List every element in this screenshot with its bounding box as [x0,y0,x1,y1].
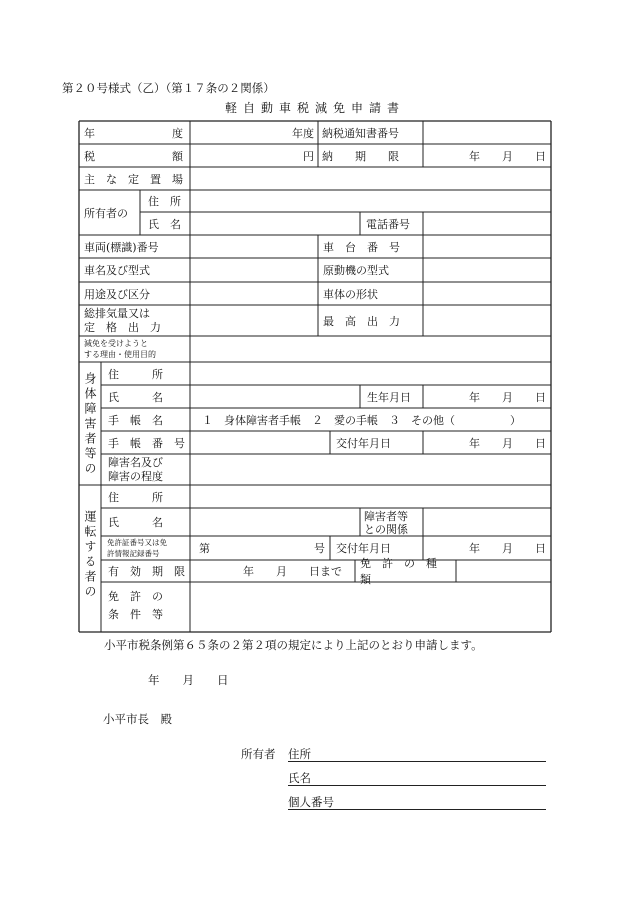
form-number: 第２０号様式（乙）（第１７条の２関係） [62,81,275,95]
vehicle-number-field[interactable] [191,235,318,258]
max-output-field[interactable] [424,305,550,336]
license-number-field[interactable]: 号 [314,542,325,555]
disabled-address-label: 住 所 [108,367,163,381]
chassis-number-label: 車 台 番 号 [323,240,400,254]
disabled-address-field[interactable] [191,362,550,385]
valid-period-label: 有 効 期 限 [108,565,185,578]
notice-number-label: 納税通知書番号 [322,126,399,140]
vehicle-number-label: 車両(標識)番号 [84,240,159,254]
disabled-name-field[interactable] [191,385,360,408]
driver-name-field[interactable] [191,508,360,536]
disability-field[interactable] [191,454,550,485]
owner-address-field[interactable] [191,190,550,212]
relation-label-1: 障害者等 [364,509,408,523]
usage-label: 用途及び区分 [84,287,150,301]
handbook-number-field[interactable] [191,431,330,454]
addressee: 小平市長 殿 [103,712,172,726]
engine-model-label: 原動機の型式 [323,264,389,277]
owner-name-field[interactable] [191,212,360,235]
year-suffix: 年度 [292,126,314,140]
birth-date-label: 生年月日 [367,390,411,404]
birth-date-field[interactable]: 年 月 日 [469,390,546,404]
owner-address-label: 住 所 [148,195,181,208]
handbook-label: 手 帳 名 [108,413,163,427]
disabled-name-label: 氏 名 [108,390,163,404]
phone-field[interactable] [424,212,550,235]
signature-name-line[interactable] [288,785,546,786]
license-issue-date-field[interactable]: 年 月 日 [469,542,546,555]
reason-label-2: する理由・使用目的 [84,349,156,359]
signature-name-label: 氏名 [288,771,311,785]
tax-amount-label: 税 額 [84,149,183,163]
form-title: 軽自動車税減免申請書 [224,101,405,115]
disability-label-2: 障害の程度 [108,470,163,483]
reason-label-1: 減免を受けようと [84,338,148,348]
license-dai: 第 [199,542,210,555]
driver-name-label: 氏 名 [108,516,163,529]
signature-id-line[interactable] [288,809,546,810]
license-label-1: 免許証番号又は免 [107,537,167,547]
valid-period-field[interactable]: 年 月 日まで [243,565,342,578]
handbook-number-label: 手 帳 番 号 [108,436,185,450]
issue-date-field[interactable]: 年 月 日 [469,436,546,450]
displacement-field[interactable] [191,305,318,336]
driver-address-label: 住 所 [108,490,163,504]
owner-label: 所有者の [84,206,128,220]
application-date[interactable]: 年 月 日 [148,673,229,687]
engine-model-field[interactable] [424,258,550,282]
max-output-label: 最 高 出 力 [323,314,400,328]
usage-field[interactable] [191,282,318,305]
conditions-label-2: 条 件 等 [108,608,163,621]
signature-address-line[interactable] [288,761,546,762]
model-field[interactable] [191,258,318,282]
phone-label: 電話番号 [366,217,410,231]
reason-field[interactable] [191,336,550,362]
handbook-options[interactable]: １ 身体障害者手帳 ２ 愛の手帳 ３ その他（ ） [202,413,521,427]
main-place-field[interactable] [191,167,550,190]
relation-field[interactable] [424,508,550,536]
signature-owner-label: 所有者 [241,747,276,761]
body-shape-field[interactable] [424,282,550,305]
conditions-label-1: 免 許 の [108,590,163,603]
license-issue-date-label: 交付年月日 [336,542,391,555]
due-date-label: 納 期 限 [322,149,399,163]
owner-name-label: 氏 名 [148,217,181,231]
displacement-label-1: 総排気量又は [84,307,150,320]
issue-date-label: 交付年月日 [336,436,391,450]
license-label-2: 許情報記録番号 [107,548,160,558]
driver-section-label: 運転する者の [83,510,97,600]
disabled-section-label: 身体障害者等の [83,372,97,477]
declaration-text: 小平市税条例第６５条の２第２項の規定により上記のとおり申請します。 [104,638,483,652]
conditions-field[interactable] [191,582,550,632]
due-date-field[interactable]: 年 月 日 [469,149,546,163]
model-label: 車名及び型式 [84,264,150,277]
license-type-field[interactable] [457,560,550,582]
relation-label-2: との関係 [364,522,408,536]
chassis-number-field[interactable] [424,235,550,258]
disability-label-1: 障害名及び [108,456,163,469]
signature-address-label: 住所 [288,747,311,761]
tax-amount-yen[interactable]: 円 [303,149,314,163]
year-label: 年 度 [84,126,183,140]
displacement-label-2: 定 格 出 力 [84,321,161,334]
body-shape-label: 車体の形状 [323,287,378,301]
license-type-label: 免 許 の 種 類 [360,557,448,586]
signature-id-label: 個人番号 [288,795,334,809]
notice-number-field[interactable] [424,121,550,144]
driver-address-field[interactable] [191,485,550,508]
main-place-label: 主 な 定 置 場 [84,172,183,186]
